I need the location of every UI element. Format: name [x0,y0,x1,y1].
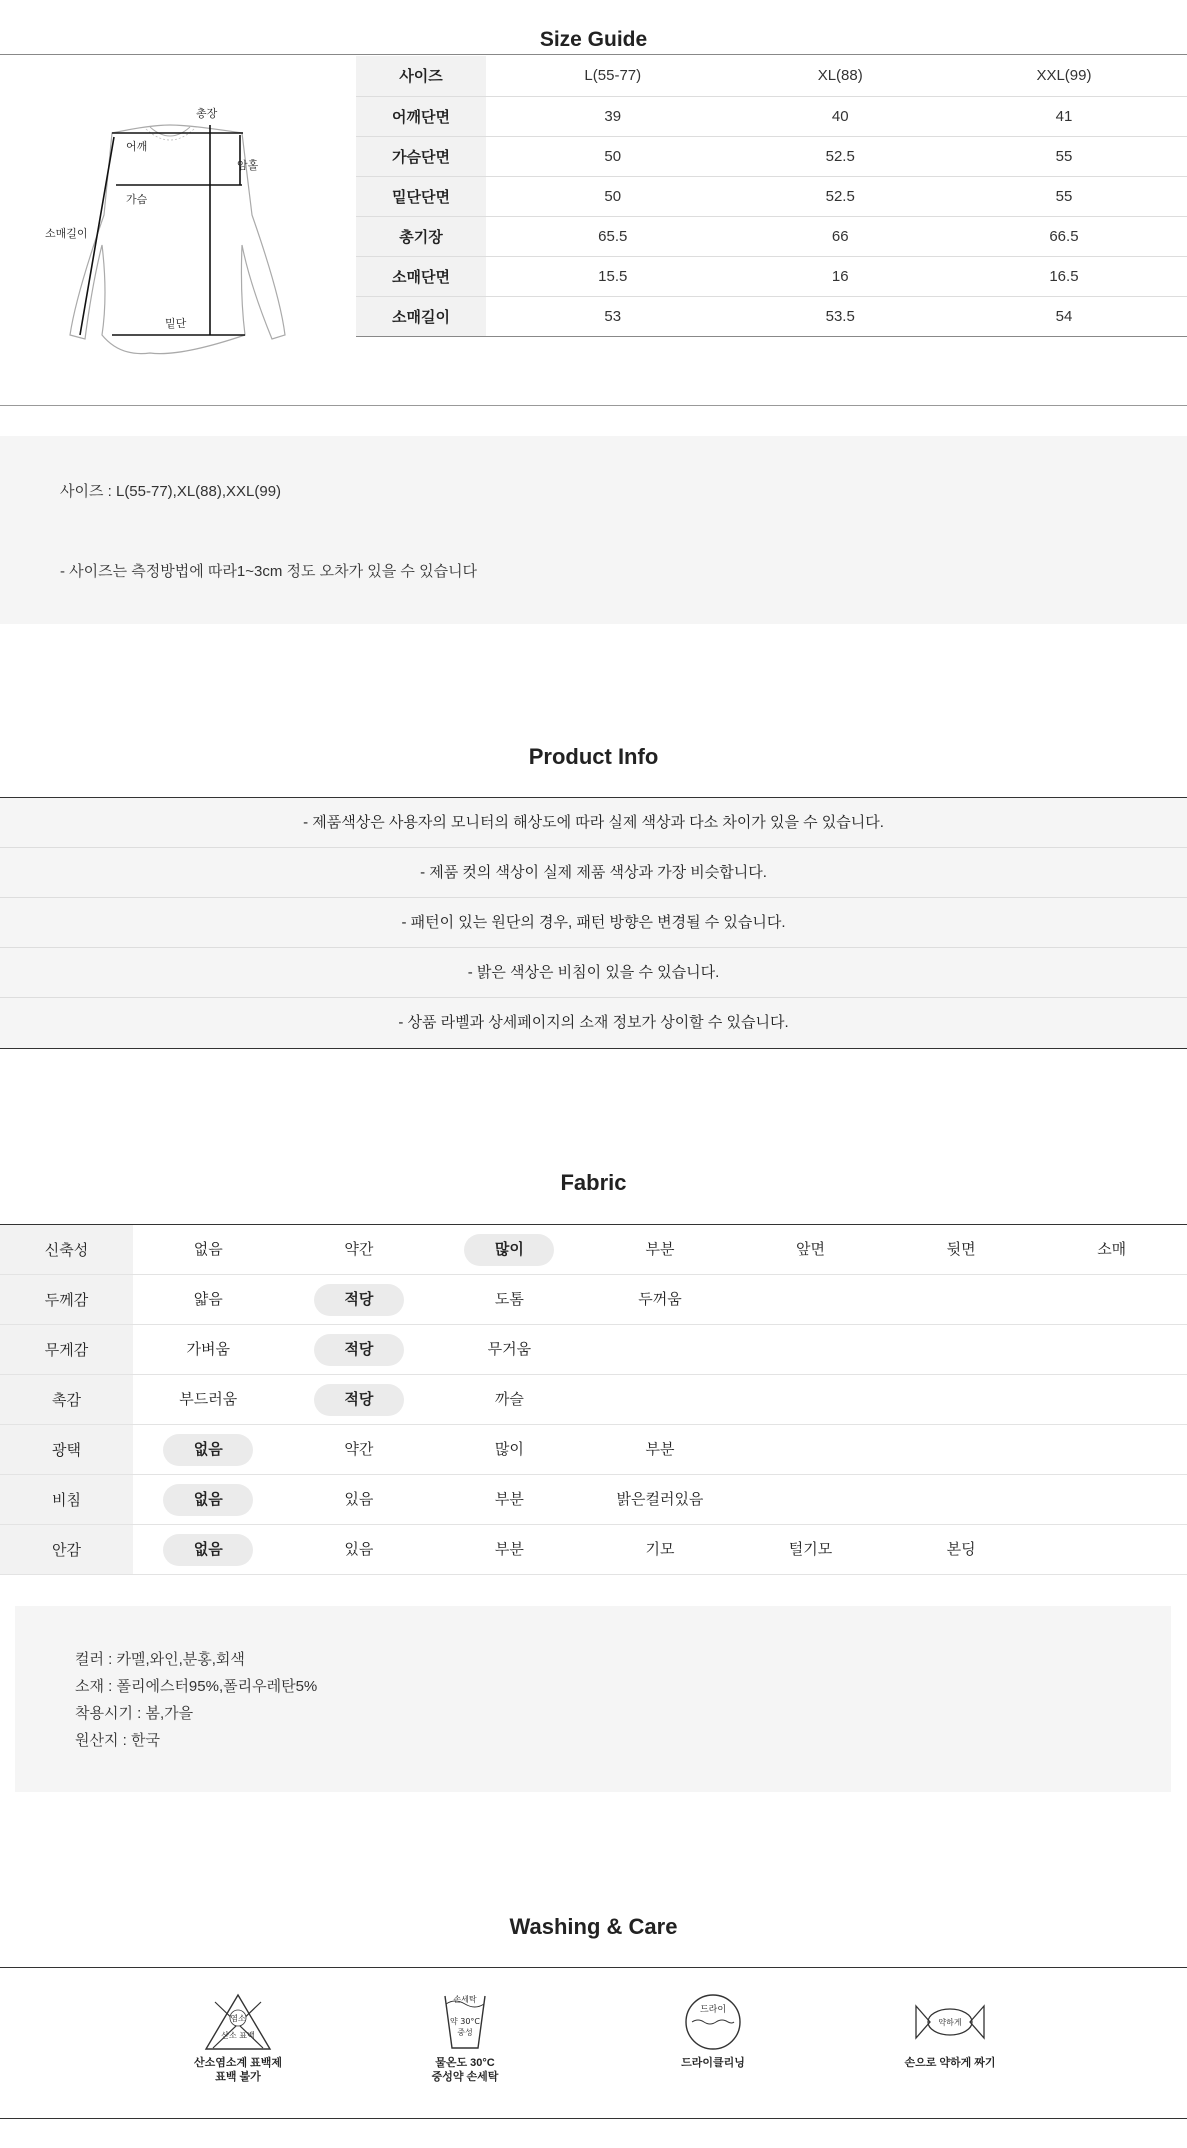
no-bleach-icon-text-2: 산소 표백 [221,2031,255,2040]
list-item: - 패턴이 있는 원단의 경우, 패턴 방향은 변경될 수 있습니다. [0,898,1187,948]
table-cell [133,1525,284,1575]
fabric-option [1067,1432,1157,1464]
table-cell: 39 [486,96,740,136]
size-table [356,56,1187,337]
fabric-option [1067,1282,1157,1314]
care-label-line: 산소염소계 표백제 [193,2057,283,2069]
spec-season: 착용시기 : 봄,가을 [75,1705,194,1722]
size-guide-bottom-rule [0,405,1187,406]
fabric-row-label: 안감 [0,1525,133,1575]
table-cell [735,1325,886,1375]
fabric-option [1067,1332,1157,1364]
table-row [0,1375,1187,1425]
table-row [0,1475,1187,1525]
size-header-l: L(55-77) [486,56,740,96]
hand-wash-icon [430,1992,500,2052]
product-info-title: Product Info [528,744,659,769]
size-note-box [0,436,1187,624]
hand-wash-icon-text-3: 중성 [457,2028,473,2037]
care-label-line: 표백 불가 [215,2071,261,2083]
fabric-option [1067,1532,1157,1564]
table-row [356,216,1187,256]
fabric-option [766,1482,856,1514]
table-cell [735,1275,886,1325]
row-label: 소매길이 [356,296,486,336]
table-cell: 66 [740,216,941,256]
table-cell [1036,1475,1187,1525]
table-cell: 52.5 [740,136,941,176]
care-no-bleach [158,1992,318,2084]
size-header-label: 사이즈 [356,56,486,96]
fabric-option: 부분 [645,1440,675,1458]
table-cell [133,1225,284,1275]
fabric-option [766,1332,856,1364]
fabric-option: 뒷면 [946,1240,976,1258]
fabric-option: 털기모 [788,1540,833,1558]
table-row [0,1425,1187,1475]
fabric-option: 약간 [344,1240,374,1258]
fabric-option: 많이 [494,1440,524,1458]
label-hem: 밑단 [165,318,187,330]
table-cell: 50 [486,136,740,176]
table-cell: 65.5 [486,216,740,256]
fabric-row-label: 광택 [0,1425,133,1475]
fabric-option [615,1332,705,1364]
table-cell: 53.5 [740,296,941,336]
fabric-option-selected: 없음 [163,1484,253,1516]
fabric-option: 약간 [344,1440,374,1458]
size-guide-top-rule [0,54,1187,55]
table-cell [886,1525,1037,1575]
table-row [0,1275,1187,1325]
table-cell [886,1275,1037,1325]
table-cell [434,1275,585,1325]
table-cell [434,1225,585,1275]
table-cell: 54 [941,296,1187,336]
fabric-option: 본딩 [946,1540,976,1558]
fabric-option: 가벼움 [186,1340,231,1358]
fabric-row-label: 촉감 [0,1375,133,1425]
table-cell [434,1525,585,1575]
table-cell: 50 [486,176,740,216]
size-guide-title: Size Guide [539,28,648,51]
table-cell [585,1425,736,1475]
fabric-row-label: 두께감 [0,1275,133,1325]
care-label-line: 물온도 30°C [435,2057,495,2069]
fabric-option [916,1482,1006,1514]
size-header-xxl: XXL(99) [941,56,1187,96]
label-sleeve-length: 소매길이 [45,228,88,240]
care-label-line: 손으로 약하게 짜기 [904,2057,996,2069]
size-note-tolerance: - 사이즈는 측정방법에 따라1~3cm 정도 오차가 있을 수 있습니다 [60,563,478,580]
dry-clean-icon-text: 드라이 [699,2005,727,2015]
label-total-length: 총장 [196,108,218,120]
table-cell [1036,1425,1187,1475]
washing-bottom-rule [0,2118,1187,2119]
table-cell [434,1375,585,1425]
table-cell [886,1425,1037,1475]
table-cell [434,1325,585,1375]
size-note-sizes: 사이즈 : L(55-77),XL(88),XXL(99) [60,483,282,500]
fabric-spec-box [15,1606,1171,1792]
fabric-option: 앞면 [796,1240,826,1258]
fabric-option [766,1282,856,1314]
fabric-option-selected: 적당 [314,1284,404,1316]
table-cell [1036,1225,1187,1275]
washing-top-rule [0,1967,1187,1968]
table-cell [585,1225,736,1275]
hand-wash-icon-text-1: 손세탁 [453,1995,477,2004]
table-cell: 53 [486,296,740,336]
garment-diagram [40,95,300,365]
fabric-option [1067,1382,1157,1414]
table-cell [1036,1525,1187,1575]
list-item: - 제품 컷의 색상이 실제 제품 색상과 가장 비슷합니다. [0,848,1187,898]
table-cell [1036,1275,1187,1325]
care-gentle-wring [870,1992,1030,2070]
fabric-option: 없음 [193,1240,223,1258]
table-cell [284,1225,435,1275]
fabric-table [0,1224,1187,1575]
table-cell [886,1325,1037,1375]
table-cell [886,1225,1037,1275]
spec-material: 소재 : 폴리에스터95%,폴리우레탄5% [75,1678,318,1695]
washing-title: Washing & Care [509,1914,678,1939]
table-cell [585,1475,736,1525]
product-info-list [0,797,1187,1049]
fabric-row-label: 비침 [0,1475,133,1525]
row-label: 가슴단면 [356,136,486,176]
care-label-line: 드라이클리닝 [681,2057,745,2069]
table-cell [284,1425,435,1475]
fabric-option: 기모 [645,1540,675,1558]
table-cell: 55 [941,176,1187,216]
fabric-option: 무거움 [487,1340,532,1358]
fabric-option-selected: 적당 [314,1384,404,1416]
table-cell [585,1325,736,1375]
table-cell: 15.5 [486,256,740,296]
table-cell [133,1275,284,1325]
table-cell [133,1325,284,1375]
label-shoulder: 어깨 [126,141,148,153]
row-label: 어깨단면 [356,96,486,136]
fabric-option: 있음 [344,1490,374,1508]
fabric-option: 소매 [1097,1240,1127,1258]
fabric-option [766,1432,856,1464]
row-label: 소매단면 [356,256,486,296]
table-cell [284,1325,435,1375]
fabric-option: 부분 [494,1490,524,1508]
fabric-option: 부분 [645,1240,675,1258]
fabric-row-label: 신축성 [0,1225,133,1275]
spec-origin: 원산지 : 한국 [75,1732,160,1749]
label-chest: 가슴 [126,194,148,206]
fabric-option: 부드러움 [179,1390,238,1408]
label-armhole: 암홀 [237,160,259,172]
table-cell [1036,1375,1187,1425]
care-label-line: 중성약 손세탁 [431,2071,499,2083]
no-bleach-icon [203,1992,273,2052]
gentle-wring-icon [910,1992,990,2052]
table-row [356,256,1187,296]
fabric-title: Fabric [560,1170,627,1195]
table-cell: 16 [740,256,941,296]
fabric-option: 얇음 [193,1290,223,1308]
table-cell [735,1375,886,1425]
fabric-option-selected: 적당 [314,1334,404,1366]
fabric-option [916,1282,1006,1314]
list-item: - 상품 라벨과 상세페이지의 소재 정보가 상이할 수 있습니다. [0,998,1187,1048]
fabric-option-selected: 없음 [163,1434,253,1466]
fabric-option: 도톰 [494,1290,524,1308]
fabric-option [1067,1482,1157,1514]
fabric-option [916,1332,1006,1364]
dry-clean-icon [678,1992,748,2052]
table-cell [284,1275,435,1325]
table-cell [133,1425,284,1475]
fabric-row-label: 무게감 [0,1325,133,1375]
table-cell [284,1475,435,1525]
table-row [0,1525,1187,1575]
table-cell: 52.5 [740,176,941,216]
fabric-option-selected: 많이 [464,1234,554,1266]
list-item: - 제품색상은 사용자의 모니터의 해상도에 따라 실제 색상과 다소 차이가 있을 수 있습니다. [0,798,1187,848]
size-table-header [356,56,1187,96]
table-cell [585,1525,736,1575]
fabric-option [916,1382,1006,1414]
fabric-option: 두꺼움 [638,1290,682,1308]
hand-wash-icon-text-2: 약 30°C [449,2017,481,2026]
fabric-option: 있음 [344,1540,374,1558]
table-row [356,96,1187,136]
spec-color: 컬러 : 카멜,와인,분홍,회색 [75,1651,245,1668]
no-bleach-icon-text-1: 염소 [230,2014,246,2023]
fabric-option [916,1432,1006,1464]
table-cell [735,1425,886,1475]
fabric-option [766,1382,856,1414]
table-cell [1036,1325,1187,1375]
table-cell: 16.5 [941,256,1187,296]
care-hand-wash [385,1992,545,2084]
table-cell [735,1225,886,1275]
table-cell [434,1475,585,1525]
table-row [356,296,1187,336]
table-row [0,1325,1187,1375]
table-cell: 66.5 [941,216,1187,256]
list-item: - 밝은 색상은 비침이 있을 수 있습니다. [0,948,1187,998]
table-cell [585,1275,736,1325]
table-cell [284,1525,435,1575]
table-cell [284,1375,435,1425]
table-cell: 41 [941,96,1187,136]
table-row [356,136,1187,176]
table-cell: 40 [740,96,941,136]
table-cell [133,1375,284,1425]
table-cell [735,1525,886,1575]
table-row [356,176,1187,216]
table-cell [585,1375,736,1425]
table-cell [886,1475,1037,1525]
table-row [0,1225,1187,1275]
table-cell [434,1425,585,1475]
gentle-wring-icon-text: 약하게 [938,2018,962,2027]
table-cell [886,1375,1037,1425]
table-cell [735,1475,886,1525]
row-label: 총기장 [356,216,486,256]
fabric-option [615,1382,705,1414]
fabric-option: 밝은컬러있음 [616,1490,704,1508]
size-header-xl: XL(88) [740,56,941,96]
row-label: 밑단단면 [356,176,486,216]
table-cell: 55 [941,136,1187,176]
fabric-option: 부분 [494,1540,524,1558]
fabric-option-selected: 없음 [163,1534,253,1566]
care-dry-clean [633,1992,793,2070]
table-cell [133,1475,284,1525]
fabric-option: 까슬 [494,1390,524,1408]
